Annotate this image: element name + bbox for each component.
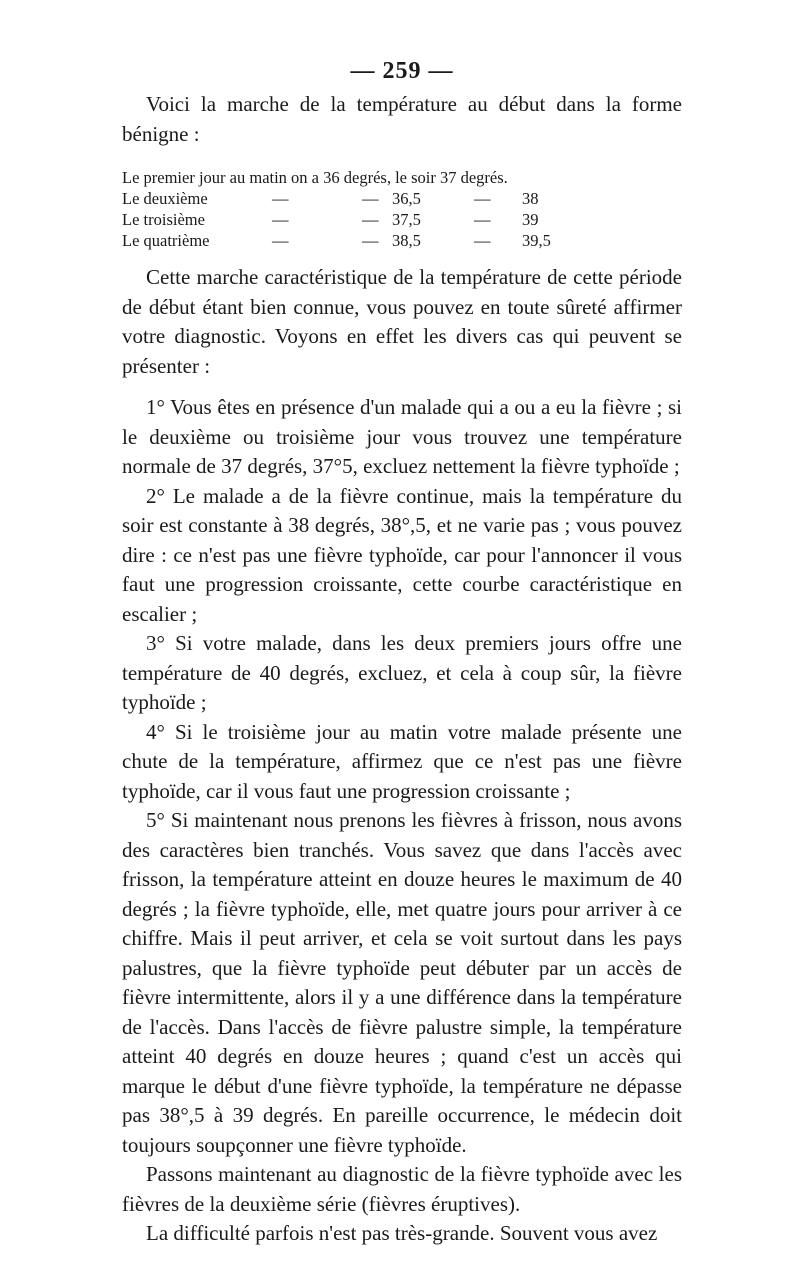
ditto-mark: — [272,231,289,250]
day-label: Le troisième [122,210,205,229]
list-item-4: 4° Si le troisième jour au matin votre malade présente une chute de la température, affirmez que ce n'est pas une fièvre typhoïde, car il vous faut une progression croissante ; [122,719,682,803]
ditto-mark: — [272,189,289,208]
ditto-mark: — [474,210,491,229]
morning-temperature: 37,5 [392,210,421,229]
ditto-mark: — [362,189,379,208]
temperature-row [122,209,602,230]
evening-temperature: 39 [522,210,539,229]
list-item-2: 2° Le malade a de la fièvre continue, mais la température du soir est constante à 38 degrés, 38°,5, et ne varie pas ; vous pouvez dire : ce n'est pas une fièvre typhoïde, car pour l'annoncer il vous faut une progression croissante, cette courbe caractéristique en escalier ; [122,483,682,626]
temperature-table [122,167,602,251]
ditto-mark: — [272,210,289,229]
day-label: Le quatrième [122,231,210,250]
morning-temperature: 38,5 [392,231,421,250]
ditto-mark: — [474,189,491,208]
book-page [122,58,682,1249]
body-paragraph-last: La difficulté parfois n'est pas très-grande. Souvent vous avez [146,1221,658,1245]
temperature-row [122,188,602,209]
list-item-3: 3° Si votre malade, dans les deux premiers jours offre une température de 40 degrés, excluez, et cela à coup sûr, la fièvre typhoïde ; [122,631,682,714]
day-label: Le deuxième [122,189,208,208]
evening-temperature: 39,5 [522,231,551,250]
list-item-5: 5° Si maintenant nous prenons les fièvres à frisson, nous avons des caractères bien tranchés. Vous savez que dans l'accès avec frisson, la température atteint en douze heures le maximum de 40 degrés ; la fièvre typhoïde, elle, met quatre jours pour arriver à ce chiffre. Mais il peut arriver, et cela se voit surtout dans les pays palustres, que la fièvre typhoïde peut débuter par un accès de fièvre intermittente, alors il y a une différence dans la température de l'accès. Dans l'accès de fièvre palustre simple, la température atteint 40 degrés en douze heures ; quand c'est un accès qui marque le début d'une fièvre typhoïde, la température ne dépasse pas 38°,5 à 39 degrés. En pareille occurrence, le médecin doit toujours soupçonner une fièvre typhoïde. [122,808,682,1157]
page-number: — 259 — [350,58,454,84]
body-paragraph: Passons maintenant au diagnostic de la fièvre typhoïde avec les fièvres de la deuxième série (fièvres éruptives). [122,1162,682,1216]
list-item-1: 1° Vous êtes en présence d'un malade qui a ou a eu la fièvre ; si le deuxième ou troisième jour vous trouvez une température normale de 37 degrés, 37°5, excluez nettement la fièvre typhoïde ; [122,395,682,478]
temperature-row [122,230,602,251]
evening-temperature: 38 [522,189,539,208]
temperature-row-first [122,167,602,188]
temperature-first-day: Le premier jour au matin on a 36 degrés, le soir 37 degrés. [122,168,508,187]
ditto-mark: — [362,210,379,229]
morning-temperature: 36,5 [392,189,421,208]
ditto-mark: — [362,231,379,250]
body-paragraph: Cette marche caractéristique de la température de cette période de début étant bien connue, vous pouvez en toute sûreté affirmer votre diagnostic. Voyons en effet les divers cas qui peuvent se présenter : [122,265,682,378]
intro-paragraph: Voici la marche de la température au début dans la forme bénigne : [122,92,682,146]
ditto-mark: — [474,231,491,250]
